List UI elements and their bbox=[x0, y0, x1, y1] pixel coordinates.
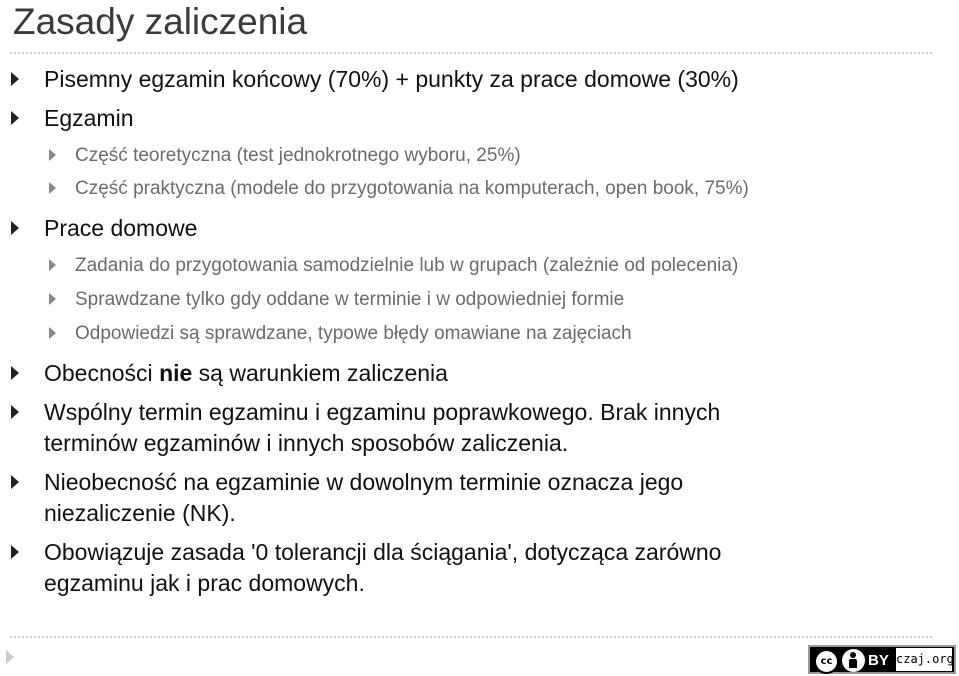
list-item bbox=[44, 358, 448, 389]
list-item-line: terminów egzaminów i innych sposobów zaliczenia. bbox=[44, 430, 569, 456]
triangle-bullet-icon bbox=[11, 111, 19, 125]
sub-list-item-text: Część praktyczna (modele do przygotowania na komputerach, open book, 75%) bbox=[75, 178, 749, 199]
sub-list-item-text: Odpowiedzi są sprawdzane, typowe błędy omawiane na zajęciach bbox=[75, 323, 632, 344]
sub-list-item bbox=[75, 320, 632, 348]
emphasis-text: nie bbox=[159, 360, 193, 386]
list-item-line: egzaminu jak i prac domowych. bbox=[44, 570, 365, 596]
list-item bbox=[44, 397, 720, 459]
list-item-text: Egzamin bbox=[44, 105, 134, 131]
triangle-bullet-icon bbox=[11, 72, 19, 86]
license-site-label: czaj.org bbox=[896, 648, 952, 671]
sub-list-item bbox=[75, 286, 624, 314]
list-item-text-end: są warunkiem zaliczenia bbox=[192, 360, 448, 386]
footer-divider bbox=[10, 636, 932, 638]
list-item-text: Pisemny egzamin końcowy (70%) + punkty za prace domowe (30%) bbox=[44, 66, 739, 92]
sub-list-item bbox=[75, 252, 738, 280]
sub-list-item bbox=[75, 142, 521, 170]
cc-by-license-badge[interactable] bbox=[808, 645, 956, 674]
list-item bbox=[44, 103, 133, 134]
triangle-bullet-icon bbox=[49, 327, 56, 339]
sub-list-item-text: Zadania do przygotowania samodzielnie lub w grupach (zależnie od polecenia) bbox=[75, 255, 739, 276]
creative-commons-icon: cc bbox=[814, 649, 839, 674]
list-item-line: Nieobecność na egzaminie w dowolnym terminie oznacza jego bbox=[44, 469, 684, 495]
triangle-bullet-icon bbox=[49, 149, 56, 161]
list-item-text-start: Obecności bbox=[44, 360, 160, 386]
triangle-bullet-icon bbox=[49, 293, 56, 305]
sub-list-item-text: Sprawdzane tylko gdy oddane w terminie i w odpowiedniej formie bbox=[75, 289, 625, 310]
list-item-line: Wspólny termin egzaminu i egzaminu poprawkowego. Brak innych bbox=[44, 399, 721, 425]
list-item bbox=[44, 213, 197, 244]
list-item bbox=[44, 537, 721, 599]
footer-triangle-icon bbox=[6, 650, 14, 664]
triangle-bullet-icon bbox=[11, 475, 19, 489]
slide-title: Zasady zaliczenia bbox=[13, 1, 308, 42]
list-item-line: niezaliczenie (NK). bbox=[44, 500, 236, 526]
list-item bbox=[44, 467, 683, 529]
license-by-label: BY bbox=[868, 652, 889, 669]
attribution-person-icon bbox=[842, 649, 865, 672]
triangle-bullet-icon bbox=[11, 221, 19, 235]
list-item-line: Obowiązuje zasada '0 tolerancji dla ściągania', dotycząca zarówno bbox=[44, 539, 722, 565]
triangle-bullet-icon bbox=[11, 545, 19, 559]
title-divider bbox=[10, 52, 932, 54]
sub-list-item bbox=[75, 175, 749, 203]
list-item-text: Prace domowe bbox=[44, 215, 198, 241]
triangle-bullet-icon bbox=[49, 182, 56, 194]
list-item bbox=[44, 64, 739, 95]
sub-list-item-text: Część teoretyczna (test jednokrotnego wyboru, 25%) bbox=[75, 145, 521, 166]
triangle-bullet-icon bbox=[11, 405, 19, 419]
triangle-bullet-icon bbox=[11, 366, 19, 380]
triangle-bullet-icon bbox=[49, 259, 56, 271]
